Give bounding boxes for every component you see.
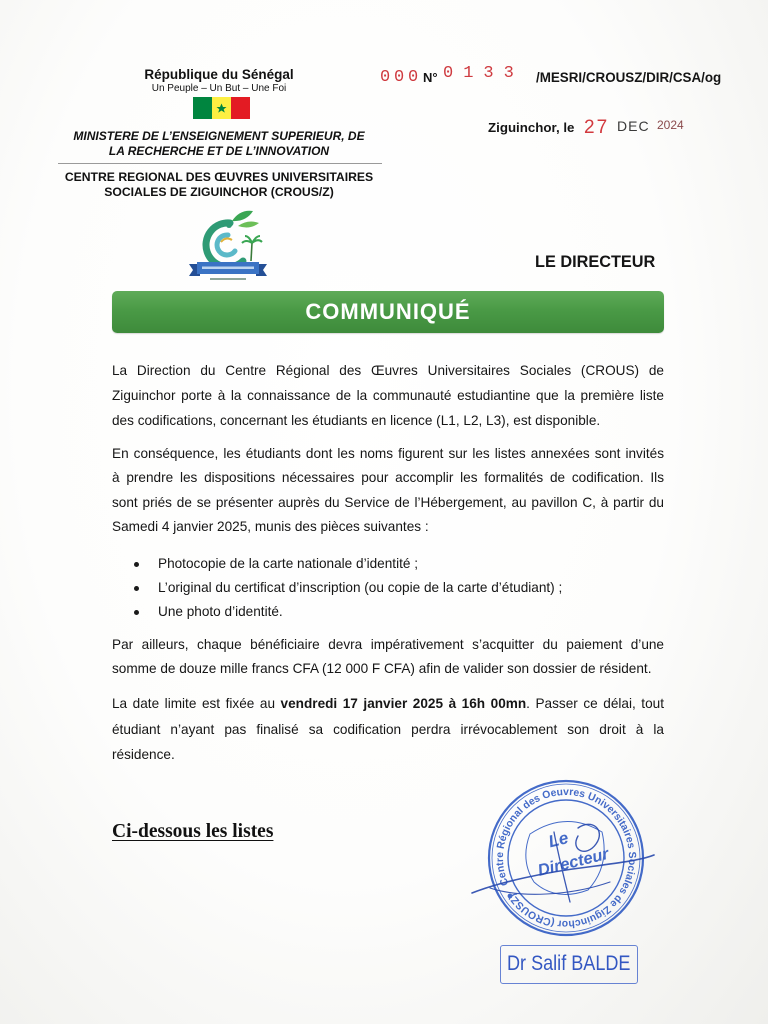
national-motto: Un Peuple – Un But – Une Foi [151,83,287,94]
paragraph-instructions [112,442,664,540]
director-stamp [460,770,660,950]
date-year-stamp: 2024 [657,118,684,132]
paragraph-payment [112,633,664,681]
paragraph-line: résidence. [112,747,175,762]
reference-prefix-stamp: 000 [380,68,423,87]
crous-logo-icon [188,206,268,284]
date-day-stamp: 27 [584,117,610,138]
paragraph-line: Ziguinchor porte à la connaissance de la communauté estudiantine que la première liste [112,388,664,403]
paragraph-line: Par ailleurs, chaque bénéficiaire devra impérativement s’acquitter du paiement d’une [112,637,664,652]
stamp-ring-text: Centre Régional des Oeuvres Universitaires Sociales de Ziguinchor (CROUSZ) [493,785,639,931]
reference-number-stamp: 0133 [443,64,524,83]
list-item [112,600,664,624]
date-month-stamp: DEC [617,118,650,134]
signatory-stamp [500,945,638,984]
date-place: Ziguinchor, le [488,120,575,135]
list-item [112,552,664,576]
paragraph-announcement [112,358,664,433]
ministry-line-2: LA RECHERCHE ET DE L’INNOVATION [108,144,330,158]
sender-title: LE DIRECTEUR [535,253,656,271]
lists-heading: Ci-dessous les listes [112,821,274,842]
communique-banner [112,291,664,333]
paragraph-line: somme de douze mille francs CFA (12 000 F CFA) afin de valider son dossier de résident. [112,661,652,676]
bullet-icon [134,562,139,567]
ministry-line-1: MINISTERE DE L’ENSEIGNEMENT SUPERIEUR, DE [73,129,365,143]
stamp-center-line-2: Directeur [535,844,611,880]
required-documents-list [112,552,664,624]
list-item [112,576,664,600]
deadline-text-after: . Passer ce délai, tout [526,696,664,711]
senegal-flag-icon [193,97,250,119]
paragraph-line [112,691,664,717]
paragraph-deadline [112,691,664,768]
signatory-name: Dr Salif BALDE [507,952,631,975]
list-item-text: Photocopie de la carte nationale d’identité ; [158,556,418,571]
paragraph-line: La Direction du Centre Régional des Œuvres Universitaires Sociales (CROUS) de [112,363,664,378]
bullet-icon [134,586,139,591]
list-item-text: L’original du certificat d’inscription (ou copie de la carte d’étudiant) ; [158,580,563,595]
list-item-text: Une photo d’identité. [158,604,283,619]
paragraph-line: étudiant n’ayant pas finalisé sa codification perdra irrévocablement son droit à la [112,721,664,737]
centre-line-1: CENTRE REGIONAL DES ŒUVRES UNIVERSITAIRES [64,170,374,184]
deadline-date: vendredi 17 janvier 2025 à 16h 00mn [280,696,527,711]
banner-title: COMMUNIQUÉ [305,299,471,324]
bullet-icon [134,610,139,615]
country-name: République du Sénégal [144,67,294,82]
reference-label: N° [423,70,438,85]
deadline-text-before: La date limite est fixée au [112,696,281,711]
paragraph-line: Samedi 4 janvier 2025, munis des pièces suivantes : [112,519,429,535]
paragraph-line: En conséquence, les étudiants dont les noms figurent sur les listes annexées sont invités [112,446,664,461]
paragraph-line: des codifications, concernant les étudiants en licence (L1, L2, L3), est disponible. [112,413,601,428]
paragraph-line: à prendre les dispositions nécessaires pour accomplir les formalités de codification. Ils [112,470,664,486]
stamp-center-line-1: Le [546,828,571,852]
centre-line-2: SOCIALES DE ZIGUINCHOR (CROUS/Z) [104,185,334,199]
header-divider [58,163,382,164]
reference-suffix: /MESRI/CROUSZ/DIR/CSA/og [536,70,722,85]
paragraph-line: sont priés de se présenter auprès du Service de l’Hébergement, au pavillon C, à partir du [112,494,664,510]
